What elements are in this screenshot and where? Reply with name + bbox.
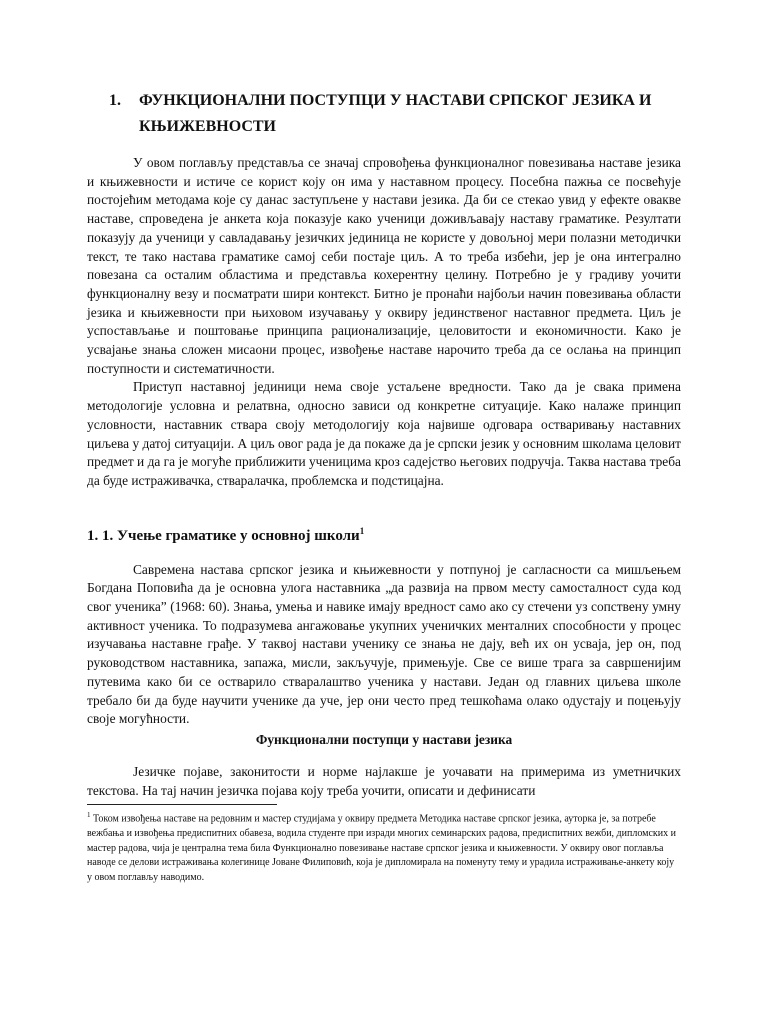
section-heading	[87, 525, 681, 547]
page-content	[87, 88, 681, 885]
footnote-text: Током извођења наставе на редовним и мастер студијама у оквиру предмета Методика наставе српског језика, ауторка је, за потребе вежбања и извођења предиспитних обавеза, водила студенте при изради многих семинарских радова, предиспитних вежби, дипломских и мастер радова, чија је централна тема била Функционално повезивање наставе српског језика и књижевности. У оквиру овог поглавља наводе се делови истраживања колегинице Јоване Филиповић, која је дипломирала на поменуту тему и урадила истраживање-анкету коју у овом поглављу наводимо.	[87, 813, 676, 883]
footnote	[87, 808, 681, 885]
body-paragraph: Савремена настава српског језика и књижевности у потпуној је сагласности са мишљењем Богдана Поповића да је основна улога наставника „да развија на првом месту самосталност суда код свог ученика” (1968: 60). Знања, умења и навике имају вредност само ако су стечени уз сопствену умну активност ученика. То подразумева ангажовање укупних ученичких менталних способности у процес изучавања наставне грађе. У таквој настави ученику се знања не дају, већ их он усваја, јер он, под руководством наставника, запажа, мисли, закључује, примењује. Све се више трага за савршенијим путевима како би се остварило стваралаштво ученика у настави. Један од главних циљева школе требало би да буде научити ученике да уче, јер они често пред тешкоћама олако одустају и поцењују своје могућности.	[87, 561, 681, 727]
footnote-divider	[87, 804, 277, 805]
body-paragraph: Језичке појаве, законитости и норме најлакше је уочавати на примерима из уметничких текстова. На тај начин језичка појава коју треба уочити, описати и дефинисати	[87, 763, 681, 798]
footnote-reference[interactable]: 1	[359, 525, 365, 536]
body-paragraph: У овом поглављу представља се значај спровођења функционалног повезивања наставе језика и књижевности и истиче се корист коју он има у наставном процесу. Посебна пажња се посвећује постојећим методама које су данас заступљене у настави језика. Да би се стекао увид у ефекте овакве наставе, спроведена је анкета која показује како ученици доживљавају наставу граматике. Резултати показују да ученици у савладавању језичких јединица не користе у довољној мери полазни методички текст, те тако настава граматике самој себи постаје циљ. А то треба избећи, јер је она интегрално повезана са осталим областима и представља кохерентну целину. Потребно је у градиву уочити функционалну везу и посматрати шири контекст. Битно је пронаћи најбољи начин повезивања области језика и књижевности при њиховом изучавању у оквиру јединственог наставног предмета. Циљ је успостављање и поштовање принципа рационализације, целовитости и економичности. Како је усвајање знања сложен мисаони процес, извођење наставе нарочито треба да се ослања на принцип поступности и систематичности.	[87, 155, 681, 376]
chapter-number: 1.	[109, 92, 121, 109]
chapter-title: ФУНКЦИОНАЛНИ ПОСТУПЦИ У НАСТАВИ СРПСКОГ ЈЕЗИКА И КЊИЖЕВНОСТИ	[139, 92, 652, 135]
chapter-heading	[87, 88, 681, 140]
body-paragraph: Приступ наставној јединици нема своје устаљене вредности. Тако да је свака примена методологије условна и релатвна, односно зависи од конкретне ситуације. Како налаже принцип условности, наставник ствара своју методологију која највише одговара остваривању наставних циљева у датој ситуацији. А циљ овог рада је да покаже да је српски језик у основним школама целовит предмет и да га је могуће приближити ученицима кроз садејство његових подручја. Таква настава треба да буде истраживачка, стваралачка, проблемска и подстицајна.	[87, 379, 681, 488]
section-title: 1. 1. Учење граматике у основној школи	[87, 527, 360, 544]
footnote-mark: 1	[87, 811, 91, 820]
subheading: Функционални поступци у настави језика	[255, 731, 513, 747]
